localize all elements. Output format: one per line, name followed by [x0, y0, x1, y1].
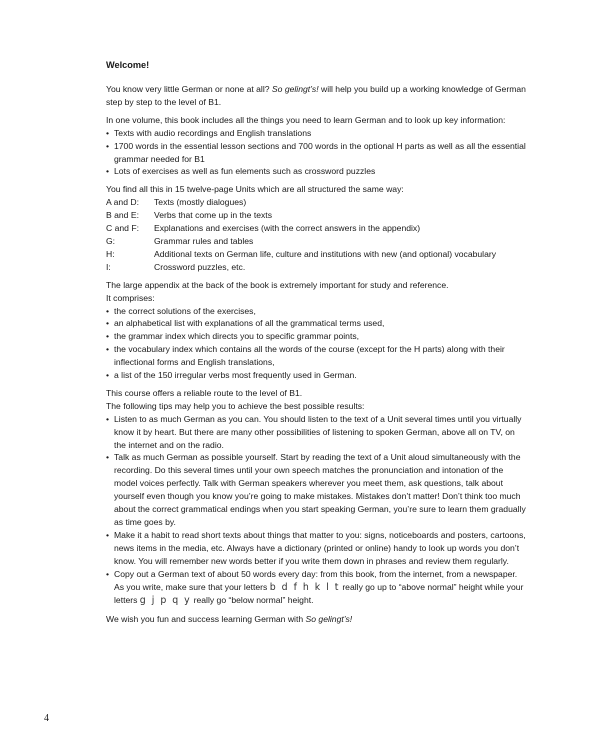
- tips-section: [106, 387, 526, 608]
- tip-copy-text: Copy out a German text of about 50 words every day: from this book, from the internet, from a newspaper. As you write, make sure that your letters: [114, 568, 518, 592]
- unit-key: G:: [106, 235, 116, 246]
- page-number: 4: [44, 713, 49, 724]
- tips-lead-2: The following tips may help you to achieve the best possible results:: [106, 400, 365, 411]
- tip-copy-text: really go “below normal” height.: [191, 595, 314, 606]
- overview-section: [106, 114, 526, 179]
- unit-value: Crossword puzzles, etc.: [154, 261, 246, 272]
- unit-row: [106, 196, 526, 209]
- units-lead: You find all this in 15 twelve-page Units which are all structured the same way:: [106, 184, 404, 195]
- unit-value: Verbs that come up in the texts: [154, 210, 272, 221]
- handwritten-descender-letters: g j p q y: [139, 595, 192, 607]
- unit-key: C and F:: [106, 223, 139, 234]
- overview-item: • Lots of exercises as well as fun elements such as crossword puzzles: [106, 165, 526, 178]
- tips-list: [106, 413, 526, 609]
- appendix-lead-2: It comprises:: [106, 292, 155, 303]
- unit-value: Additional texts on German life, culture and institutions with new (and optional) vocabulary: [154, 248, 497, 259]
- tip-item-copy: [106, 568, 526, 609]
- tip-item: • Make it a habit to read short texts about things that matter to you: signs, noticeboards and posters, cartoons, news items in the media, etc. Always have a dictionary (printed or online) handy to look up words you don’t know. You will remember new words better if you write them down in phrases and review them regularly.: [106, 529, 526, 568]
- unit-row: [106, 209, 526, 222]
- overview-list: [106, 127, 526, 179]
- unit-row: [106, 248, 526, 261]
- appendix-item: • the grammar index which directs you to specific grammar points,: [106, 330, 526, 343]
- closing-book-title: So gelingt’s!: [305, 614, 353, 625]
- intro-text-start: You know very little German or none at all?: [106, 84, 272, 94]
- page-content: [106, 59, 526, 626]
- handwritten-ascender-letters: b d f h k l t: [269, 581, 340, 593]
- tip-item: • Listen to as much German as you can. You should listen to the text of a Unit several times until you virtually know it by heart. But there are many other possibilities of listening to spoken German, above all on TV, on the internet and on the radio.: [106, 413, 526, 452]
- unit-key: I:: [106, 261, 111, 272]
- closing-paragraph: [106, 613, 526, 626]
- unit-row: [106, 261, 526, 274]
- page-title: Welcome!: [106, 60, 150, 70]
- tip-item: • Talk as much German as possible yourself. Start by reading the text of a Unit aloud simultaneously with the recording. Do this several times until your own speech matches the pronunciation and intonation of the model voices perfectly. Talk with German speakers wherever you meet them, ask questions, talk about yourself even though you know you’re going to make mistakes. Mistakes don’t matter! Don’t think too much about the correct grammatical endings when you start speaking German, you’re sure to learn them gradually as time goes by.: [106, 451, 526, 528]
- units-section: [106, 183, 526, 273]
- intro-text-end: will help you build up a working knowledge of German step by step to the level of B1.: [106, 84, 526, 107]
- unit-key: B and E:: [106, 210, 139, 221]
- unit-value: Grammar rules and tables: [154, 235, 254, 246]
- unit-key: H:: [106, 248, 115, 259]
- unit-value: Explanations and exercises (with the correct answers in the appendix): [154, 223, 421, 234]
- appendix-item: • a list of the 150 irregular verbs most frequently used in German.: [106, 369, 526, 382]
- intro-paragraph: [106, 83, 526, 109]
- overview-lead: In one volume, this book includes all the things you need to learn German and to look up key information:: [106, 114, 506, 125]
- tips-lead: This course offers a reliable route to the level of B1.: [106, 387, 303, 398]
- overview-item: • 1700 words in the essential lesson sections and 700 words in the optional H parts as well as all the essential grammar needed for B1: [106, 140, 526, 166]
- unit-row: [106, 222, 526, 235]
- book-title: So gelingt’s!: [271, 84, 319, 94]
- closing-text: We wish you fun and success learning German with: [106, 614, 306, 625]
- overview-item: • Texts with audio recordings and English translations: [106, 127, 526, 140]
- appendix-lead: The large appendix at the back of the book is extremely important for study and reference.: [106, 279, 449, 290]
- appendix-item: • the vocabulary index which contains all the words of the course (except for the H parts) along with their inflectional forms and English translations,: [106, 343, 526, 369]
- appendix-item: • an alphabetical list with explanations of all the grammatical terms used,: [106, 317, 526, 330]
- unit-key: A and D:: [106, 197, 139, 208]
- appendix-item: • the correct solutions of the exercises,: [106, 305, 526, 318]
- unit-value: Texts (mostly dialogues): [154, 197, 247, 208]
- appendix-list: [106, 305, 526, 382]
- tip-copy-text: really go up to “above normal” height while your letters: [114, 581, 524, 606]
- appendix-section: [106, 279, 526, 382]
- unit-row: [106, 235, 526, 248]
